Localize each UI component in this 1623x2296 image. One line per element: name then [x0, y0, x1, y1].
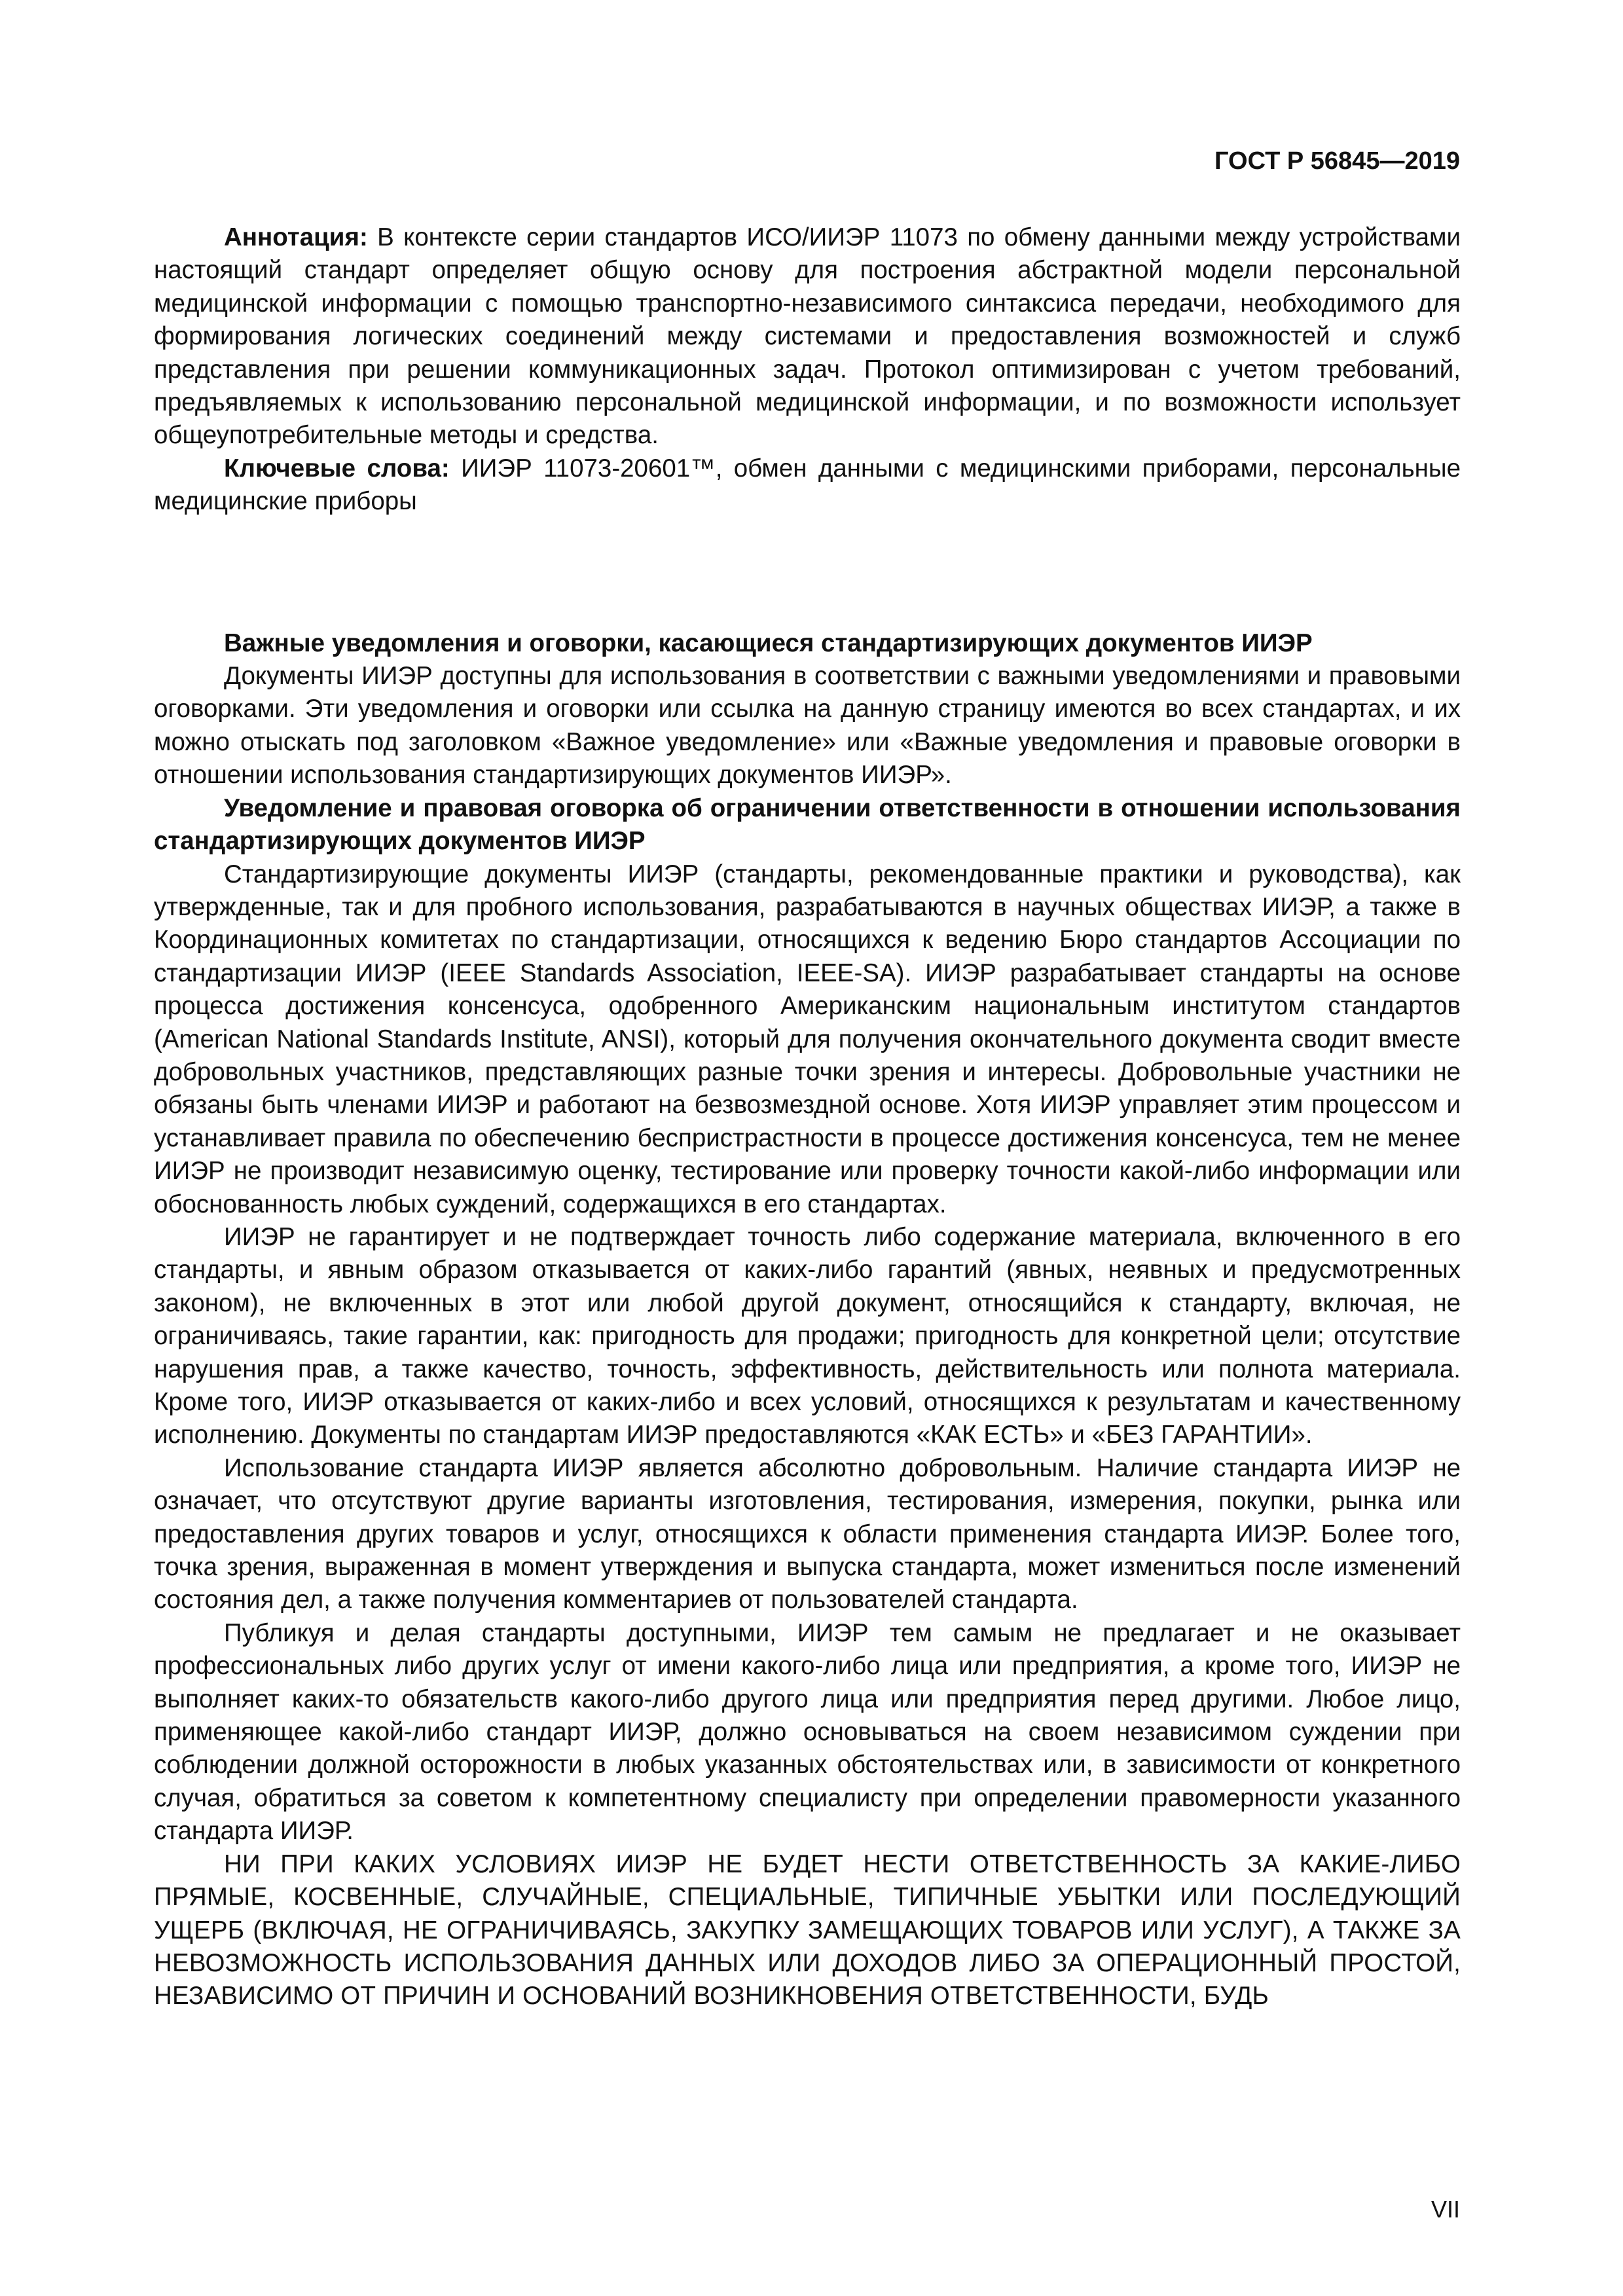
- keywords-label: Ключевые слова:: [224, 454, 450, 483]
- abstract-paragraph: [154, 221, 1461, 452]
- abstract-text: В контексте серии стандартов ИСО/ИИЭР 11073 по обмену данными между устройствами настоящий стандарт определяет общую основу для построения абстрактной модели персональной медицинской информации с помощью транспортно-независимого синтаксиса передачи, необходимого для формирования логических соединений между системами и предоставления возможностей и служб представления при решении коммуникационных задач. Протокол оптимизирован с учетом требований, предъявляемых к использованию персональной медицинской информации, и по возможности использует общеупотребительные методы и средства.: [154, 223, 1461, 450]
- liability-caps-paragraph: НИ ПРИ КАКИХ УСЛОВИЯХ ИИЭР НЕ БУДЕТ НЕСТИ ОТВЕТСТВЕННОСТЬ ЗА КАКИЕ-ЛИБО ПРЯМЫЕ, КОСВЕННЫЕ, СЛУЧАЙНЫЕ, СПЕЦИАЛЬНЫЕ, ТИПИЧНЫЕ УБЫТКИ ИЛИ ПОСЛЕДУЮЩИЙ УЩЕРБ (ВКЛЮЧАЯ, НЕ ОГРАНИЧИВАЯСЬ, ЗАКУПКУ ЗАМЕЩАЮЩИХ ТОВАРОВ ИЛИ УСЛУГ), А ТАКЖЕ ЗА НЕВОЗМОЖНОСТЬ ИСПОЛЬЗОВАНИЯ ДАННЫХ ИЛИ ДОХОДОВ ЛИБО ЗА ОПЕРАЦИОННЫЙ ПРОСТОЙ, НЕЗАВИСИМО ОТ ПРИЧИН И ОСНОВАНИЙ ВОЗНИКНОВЕНИЯ ОТВЕТСТВЕННОСТИ, БУДЬ: [154, 1850, 1461, 2011]
- disclaimer-paragraph: Стандартизирующие документы ИИЭР (стандарты, рекомендованные практики и руководства), как утвержденные, так и для пробного использования, разрабатываются в научных обществах ИИЭР, а также в Координационных комитетах по стандартизации, относящихся к ведению Бюро стандартов Ассоциации по стандартизации ИИЭР (IEEE Standards Association, IEEE-SA). ИИЭР разрабатывает стандарты на основе процесса достижения консенсуса, одобренного Американским национальным институтом стандартов (American National Standards Institute, ANSI), который для получения окончательного документа сводит вместе добровольных участников, представляющих разные точки зрения и интересы. Добровольные участники не обязаны быть членами ИИЭР и работают на безвозмездной основе. Хотя ИИЭР управляет этим процессом и устанавливает правила по обеспечению беспристрастности в процессе достижения консенсуса, тем не менее ИИЭР не производит независимую оценку, тестирование или проверку точности какой-либо информации или обоснованность любых суждений, содержащихся в его стандартах.: [154, 860, 1461, 1218]
- page-number: VII: [1431, 2196, 1460, 2223]
- keywords-text: ИИЭР 11073-20601™, обмен данными с медицинскими приборами, персональные медицинские приборы: [154, 454, 1461, 516]
- warranty-paragraph: ИИЭР не гарантирует и не подтверждает точность либо содержание материала, включенного в его стандарты, и явным образом отказывается от каких-либо гарантий (явных, неявных и предусмотренных законом), не включенных в этот или любой другой документ, относящийся к стандарту, включая, не ограничиваясь, такие гарантии, как: пригодность для продажи; пригодность для конкретной цели; отсутствие нарушения прав, а также качество, точность, эффективность, действительность или полнота материала. Кроме того, ИИЭР отказывается от каких-либо и всех условий, относящихся к результатам и качественному исполнению. Документы по стандартам ИИЭР предоставляются «КАК ЕСТЬ» и «БЕЗ ГАРАНТИИ».: [154, 1222, 1461, 1449]
- abstract-label: Аннотация:: [224, 223, 368, 251]
- no-services-paragraph: Публикуя и делая стандарты доступными, ИИЭР тем самым не предлагает и не оказывает профессиональных либо других услуг от имени какого-либо лица или предприятия, а кроме того, ИИЭР не выполняет каких-то обязательств какого-либо другого лица или предприятия перед другими. Любое лицо, применяющее какой-либо стандарт ИИЭР, должно основываться на своем независимом суждении при соблюдении должной осторожности в любых указанных обстоятельствах или, в зависимости от конкретного случая, обратиться за советом к компетентному специалисту при определении правомерности указанного стандарта ИИЭР.: [154, 1618, 1461, 1846]
- page-body: [154, 221, 1461, 2013]
- section-spacer: [154, 519, 1461, 627]
- document-id-header: ГОСТ Р 56845—2019: [1214, 147, 1460, 175]
- voluntary-use-paragraph: Использование стандарта ИИЭР является абсолютно добровольным. Наличие стандарта ИИЭР не означает, что отсутствуют другие варианты изготовления, тестирования, измерения, покупки, рынка или предоставления других товаров и услуг, относящихся к области применения стандарта ИИЭР. Более того, точка зрения, выраженная в момент утверждения и выпуска стандарта, может измениться после изменений состояния дел, а также получения комментариев от пользователей стандарта.: [154, 1453, 1461, 1614]
- keywords-paragraph: [154, 452, 1461, 519]
- notices-intro-paragraph: Документы ИИЭР доступны для использования в соответствии с важными уведомлениями и правовыми оговорками. Эти уведомления и оговорки или ссылка на данную страницу имеются во всех стандартах, и их можно отыскать под заголовком «Важное уведомление» или «Важные уведомления и правовые оговорки в отношении использования стандартизирующих документов ИИЭР».: [154, 662, 1461, 790]
- notices-heading: Важные уведомления и оговорки, касающиеся стандартизирующих документов ИИЭР: [224, 629, 1313, 657]
- disclaimer-heading: Уведомление и правовая оговорка об ограничении ответственности в отношении использования стандартизирующих документов ИИЭР: [154, 793, 1461, 856]
